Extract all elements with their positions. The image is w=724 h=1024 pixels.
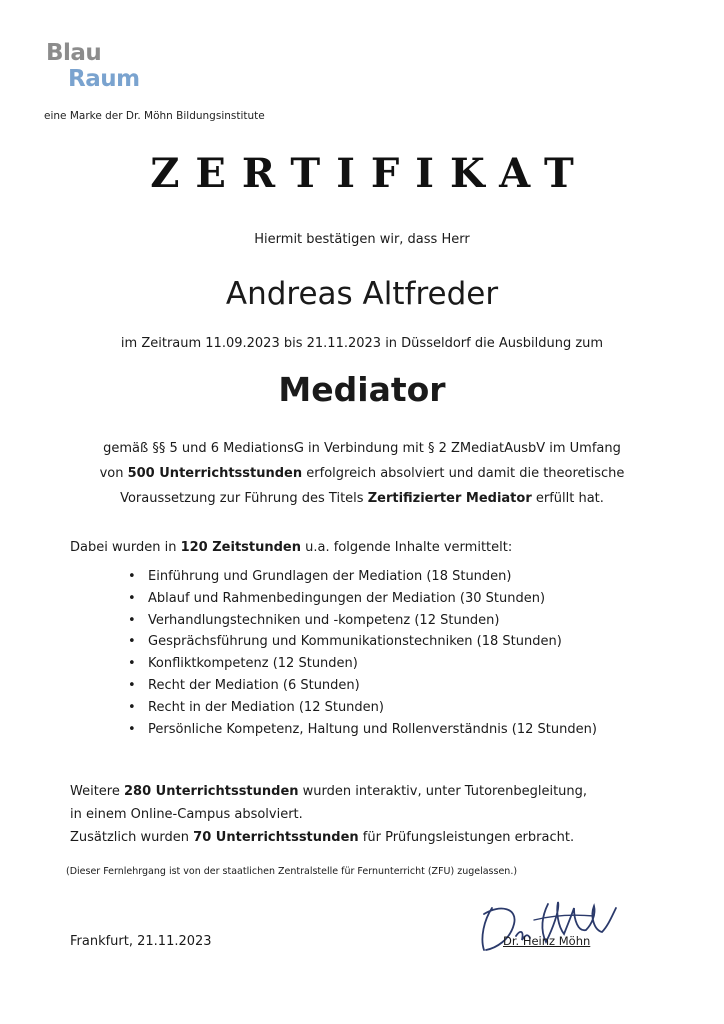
topics-list	[128, 566, 597, 740]
topic-label: Verhandlungstechniken und -kompetenz (12 Stunden)	[148, 612, 500, 628]
bullet-icon: •	[128, 590, 136, 606]
list-item	[128, 675, 597, 697]
list-item	[128, 566, 597, 588]
extra-line-1-prefix: Weitere	[70, 784, 124, 799]
logo-word-raum: Raum	[68, 66, 140, 92]
exam-hours: 70 Unterrichtsstunden	[193, 830, 359, 845]
signer-name: Dr. Heinz Möhn	[503, 934, 591, 948]
extra-line-3	[70, 826, 587, 849]
list-item	[128, 588, 597, 610]
bullet-icon: •	[128, 569, 136, 584]
legal-line-2	[0, 461, 724, 486]
place-and-date: Frankfurt, 21.11.2023	[70, 934, 212, 949]
topics-intro	[70, 540, 512, 555]
degree-title: Mediator	[278, 370, 446, 409]
topic-label: Konfliktkompetenz (12 Stunden)	[148, 656, 358, 672]
contact-hours: 120 Zeitstunden	[180, 540, 301, 555]
topics-intro-prefix: Dabei wurden in	[70, 540, 181, 555]
extra-line-1	[70, 780, 587, 803]
legal-line-2-prefix: von	[99, 466, 128, 481]
extra-line-3-suffix: für Prüfungsleistungen erbracht.	[358, 830, 575, 845]
zfu-note: (Dieser Fernlehrgang ist von der staatlichen Zentralstelle für Fernunterricht (ZFU) zugelassen.)	[66, 866, 518, 877]
extra-line-2: in einem Online-Campus absolviert.	[70, 807, 303, 822]
additional-hours	[70, 780, 587, 849]
topic-label: Recht in der Mediation (12 Stunden)	[148, 699, 384, 715]
topic-label: Ablauf und Rahmenbedingungen der Mediation (30 Stunden)	[148, 590, 546, 606]
logo-word-blau: Blau	[46, 40, 102, 66]
topics-intro-suffix: u.a. folgende Inhalte vermittelt:	[301, 540, 513, 555]
bullet-icon: •	[128, 721, 136, 737]
legal-line-3	[0, 486, 724, 511]
signature-icon	[470, 890, 620, 960]
bullet-icon: •	[128, 699, 136, 715]
logo-subtitle: eine Marke der Dr. Möhn Bildungsinstitute	[44, 110, 265, 122]
bullet-icon: •	[128, 677, 136, 693]
intro-text: Hiermit bestätigen wir, dass Herr	[254, 232, 470, 247]
topic-label: Gesprächsführung und Kommunikationstechniken (18 Stunden)	[148, 634, 562, 650]
online-hours: 280 Unterrichtsstunden	[124, 784, 299, 799]
legal-line-2-suffix: erfolgreich absolviert und damit die theoretische	[302, 466, 625, 481]
legal-line-1: gemäß §§ 5 und 6 MediationsG in Verbindung mit § 2 ZMediatAusbV im Umfang	[103, 441, 621, 456]
topic-label: Persönliche Kompetenz, Haltung und Rollenverständnis (12 Stunden)	[148, 721, 597, 737]
legal-line-3-suffix: erfüllt hat.	[531, 491, 604, 506]
bullet-icon: •	[128, 656, 136, 672]
legal-statement	[0, 436, 724, 511]
training-period: im Zeitraum 11.09.2023 bis 21.11.2023 in Düsseldorf die Ausbildung zum	[120, 336, 604, 351]
list-item	[128, 719, 597, 741]
list-item	[128, 610, 597, 632]
topic-label: Einführung und Grundlagen der Mediation (18 Stunden)	[148, 569, 512, 584]
list-item	[128, 697, 597, 719]
total-hours: 500 Unterrichtsstunden	[127, 466, 303, 481]
list-item	[128, 631, 597, 653]
legal-line-3-prefix: Voraussetzung zur Führung des Titels	[120, 491, 368, 506]
bullet-icon: •	[128, 612, 136, 628]
list-item	[128, 653, 597, 675]
certificate-title: ZERTIFIKAT	[150, 150, 590, 197]
extra-line-1-suffix: wurden interaktiv, unter Tutorenbegleitung,	[298, 784, 588, 799]
topic-label: Recht der Mediation (6 Stunden)	[148, 677, 360, 693]
extra-line-3-prefix: Zusätzlich wurden	[70, 830, 194, 845]
brand-logo	[46, 40, 140, 92]
certified-title: Zertifizierter Mediator	[367, 491, 532, 506]
bullet-icon: •	[128, 634, 136, 650]
recipient-name: Andreas Altfreder	[225, 276, 499, 312]
